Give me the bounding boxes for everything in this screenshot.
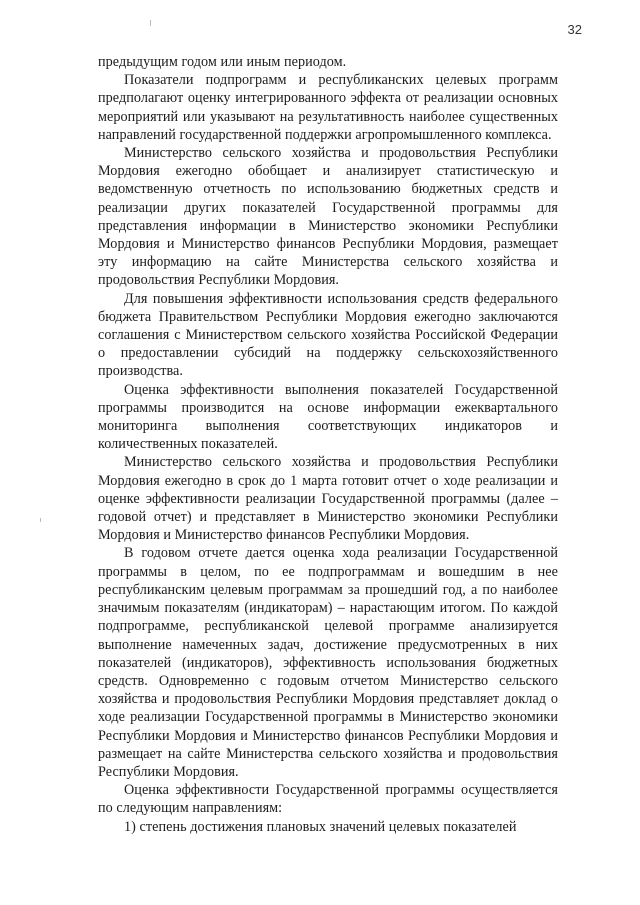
body-text [98,53,558,836]
paragraph: Оценка эффективности Государственной программы осуществляется по следующим направлениям: [98,782,558,817]
paragraph: Министерство сельского хозяйства и продовольствия Республики Мордовия ежегодно обобщает и анализирует статистическую и ведомственную отчетность по использованию бюджетных средств и реализации других показателей Государственной программы для представления информации в Министерство экономики Республики Мордовия и Министерство финансов Республики Мордовия, размещает эту информацию на сайте Министерства сельского хозяйства и продовольствия Республики Мордовия. [98,145,558,289]
list-item: 1) степень достижения плановых значений целевых показателей [124,818,517,835]
page-number: 32 [567,22,582,37]
paragraph: В годовом отчете дается оценка хода реализации Государственной программы в целом, по ее подпрограммам и вошедшим в нее республиканским целевым программам за прошедший год, а по наиболее значимым показателям (индикаторам) – нарастающим итогом. По каждой подпрограмме, республиканской целевой программе анализируется выполнение намеченных задач, достижение предусмотренных в них показателей (индикаторов), эффективность использования бюджетных средств. Одновременно с годовым отчетом Министерство сельского хозяйства и продовольствия Республики Мордовия представляет доклад о ходе реализации Государственной программы в Министерство экономики Республики Мордовия и Министерство финансов Республики Мордовия и размещает на сайте Министерства сельского хозяйства и продовольствия Республики Мордовия. [98,545,558,780]
scan-margin-mark [150,20,151,26]
paragraph-continuation: предыдущим годом или иным периодом. [98,54,347,70]
paragraph: Показатели подпрограмм и республиканских целевых программ предполагают оценку интегрированного эффекта от реализации основных мероприятий или указывают на результативность наиболее существенных направлений государственной поддержки агропромышленного комплекса. [98,72,558,143]
paragraph: Оценка эффективности выполнения показателей Государственной программы производится на основе информации ежеквартального мониторинга выполнения соответствующих индикаторов и количественных показателей. [98,381,558,453]
paragraph: Для повышения эффективности использования средств федерального бюджета Правительством Республики Мордовия ежегодно заключаются соглашения с Министерством сельского хозяйства Российской Федерации о предоставлении субсидий на поддержку сельскохозяйственного производства. [98,290,558,380]
scan-margin-mark [40,518,41,522]
paragraph: Министерство сельского хозяйства и продовольствия Республики Мордовия ежегодно в срок до 1 марта готовит отчет о ходе реализации и оценке эффективности реализации Государственной программы (далее – годовой отчет) и представляет в Министерство экономики Республики Мордовия и Министерство финансов Республики Мордовия. [98,454,558,544]
